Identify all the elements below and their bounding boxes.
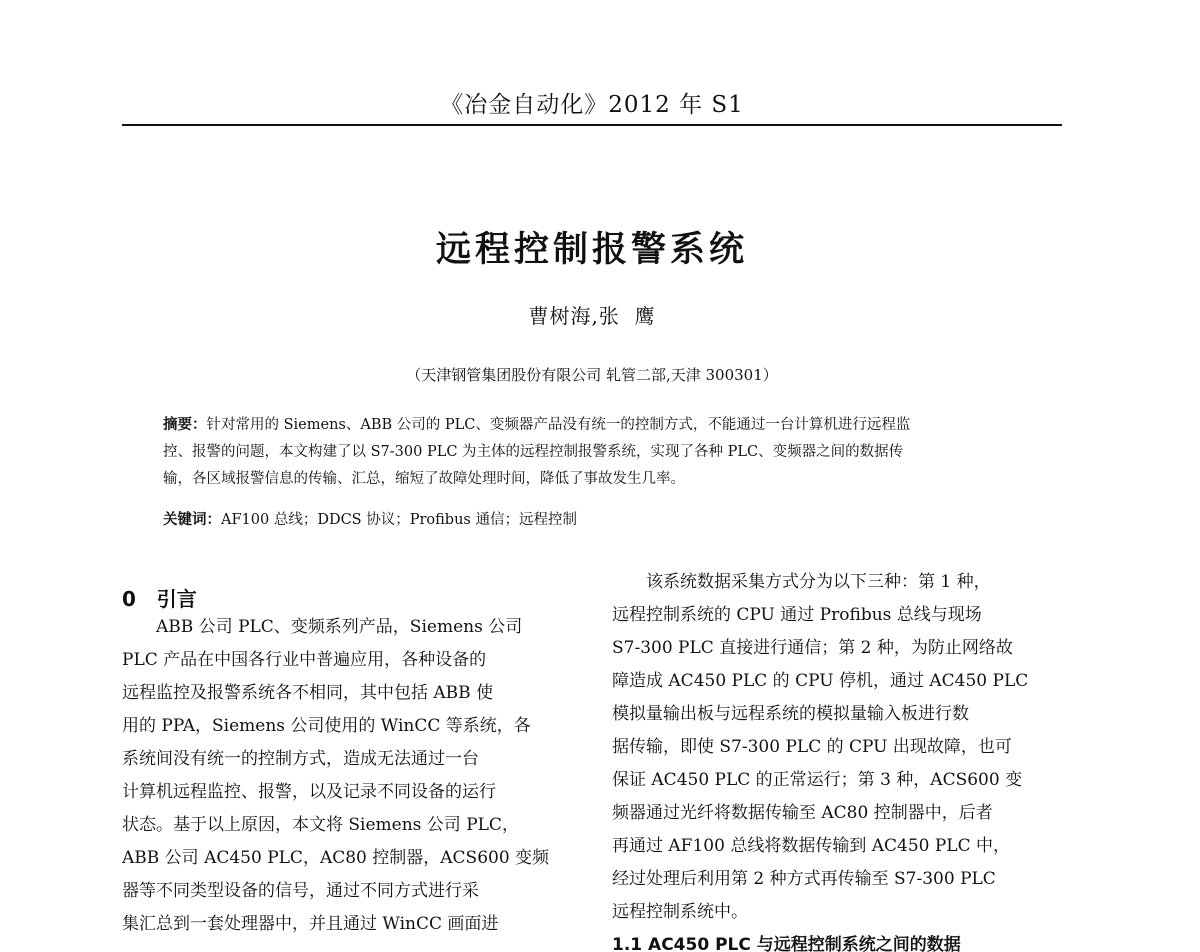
body-line: 远程监控及报警系统各不相同，其中包括 ABB 使 [122,683,494,703]
abstract-label: 摘要： [163,417,207,433]
abstract-line [163,412,1033,439]
body-line: 据传输，即使 S7-300 PLC 的 CPU 出现故障，也可 [612,737,1012,757]
body-line: 系统间没有统一的控制方式，造成无法通过一台 [122,749,479,769]
right-column [612,566,1072,929]
body-line: 频器通过光纤将数据传输至 AC80 控制器中，后者 [612,803,993,823]
abstract-text: 针对常用的 Siemens、ABB 公司的 PLC、变频器产品没有统一的控制方式，不能通过一台计算机进行远程监 [206,417,911,433]
keywords [163,508,1033,529]
body-line: 经过处理后利用第 2 种方式再传输至 S7-300 PLC [612,869,996,889]
left-column [122,611,582,941]
keywords-label: 关键词： [163,512,221,528]
body-line: ABB 公司 PLC、变频系列产品，Siemens 公司 [156,617,523,637]
body-line: 器等不同类型设备的信号，通过不同方式进行采 [122,881,479,901]
body-line: 远程控制系统中。 [612,902,748,922]
body-line: 计算机远程监控、报警，以及记录不同设备的运行 [122,782,496,802]
body-line: 障造成 AC450 PLC 的 CPU 停机，通过 AC450 PLC [612,671,1029,691]
body-line: 模拟量输出板与远程系统的模拟量输入板进行数 [612,704,969,724]
header-rule [122,124,1062,126]
body-line: 保证 AC450 PLC 的正常运行；第 3 种，ACS600 变 [612,770,1023,790]
running-head: 《冶金自动化》2012 年 S1 [440,92,744,118]
subsection-heading: 1.1 AC450 PLC 与远程控制系统之间的数据 [612,935,961,952]
abstract [163,412,1033,493]
keywords-text: AF100 总线；DDCS 协议；Profibus 通信；远程控制 [221,512,577,528]
body-line: 用的 PPA，Siemens 公司使用的 WinCC 等系统，各 [122,716,531,736]
section-heading-introduction: 0 引言 [122,587,197,611]
body-line: 远程控制系统的 CPU 通过 Profibus 总线与现场 [612,605,982,625]
paper-title: 远程控制报警系统 [435,230,748,270]
affiliation: （天津钢管集团股份有限公司 轧管二部,天津 300301） [406,366,778,384]
abstract-line: 控、报警的问题，本文构建了以 S7-300 PLC 为主体的远程控制报警系统，实现了各种 PLC、变频器之间的数据传 [163,444,904,460]
abstract-line: 输，各区域报警信息的传输、汇总，缩短了故障处理时间，降低了事故发生几率。 [163,471,685,487]
body-line: 该系统数据采集方式分为以下三种：第 1 种， [646,572,991,592]
body-line: PLC 产品在中国各行业中普遍应用，各种设备的 [122,650,487,670]
body-line: S7-300 PLC 直接进行通信；第 2 种，为防止网络故 [612,638,1013,658]
body-line: ABB 公司 AC450 PLC，AC80 控制器，ACS600 变频 [122,848,550,868]
authors: 曹树海,张 鹰 [528,304,656,328]
body-line: 再通过 AF100 总线将数据传输到 AC450 PLC 中， [612,836,1011,856]
body-line: 集汇总到一套处理器中，并且通过 WinCC 画面进 [122,914,499,934]
body-line: 状态。基于以上原因，本文将 Siemens 公司 PLC， [122,815,519,835]
